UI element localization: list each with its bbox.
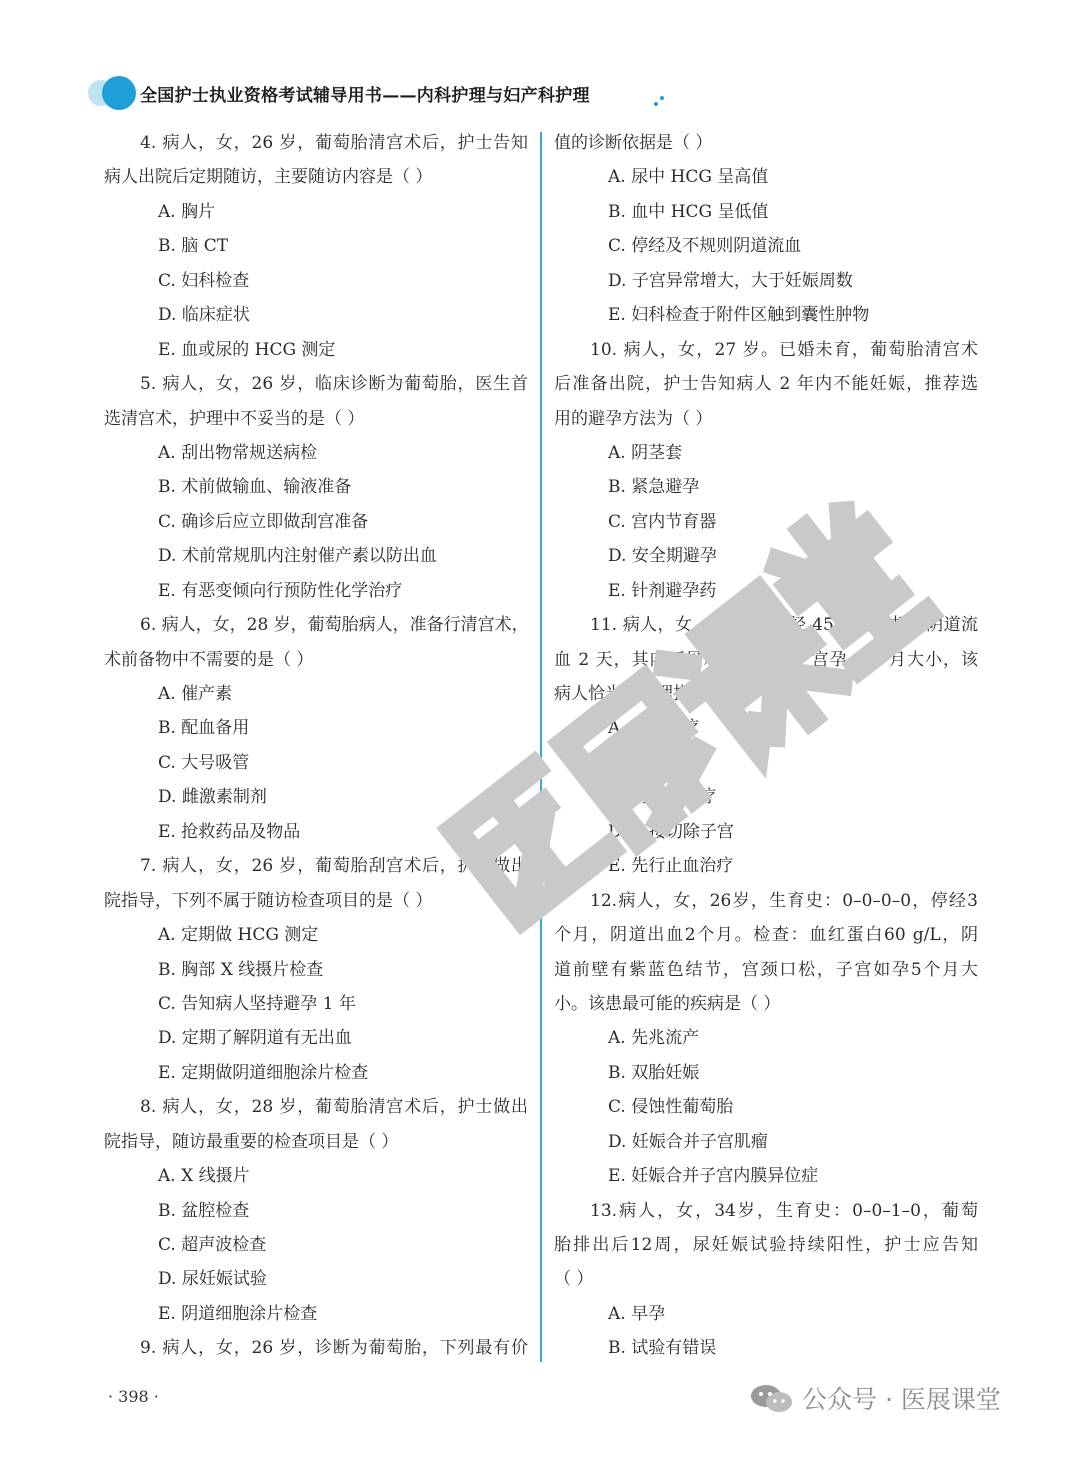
question-text-line: 10. 病人，女，27 岁。已婚未育，葡萄胎清宫术 [590,339,978,360]
header-decor-circle [102,76,136,110]
header-decor-dot [654,102,658,106]
answer-option: E. 有恶变倾向行预防性化学治疗 [158,580,403,601]
left-column [104,126,528,1366]
answer-option: B. 术前做输血、输液准备 [158,477,352,498]
answer-option: E. 针剂避孕药 [608,580,717,601]
answer-option: C. 妇科检查 [158,270,250,291]
answer-option: E. 先行止血治疗 [608,856,734,877]
answer-option: B. 血中 HCG 呈低值 [608,201,769,222]
header-title: 全国护士执业资格考试辅导用书——内科护理与妇产科护理 [140,86,590,106]
answer-option: A. 尿中 HCG 呈高值 [608,167,769,188]
answer-option: D. 子宫异常增大，大于妊娠周数 [608,270,853,291]
question-text-line: 个月，阴道出血2个月。检查：血红蛋白60 g/L，阴 [554,925,978,946]
question-text-line: 病人恰当的处理措施是（ ） [554,684,764,704]
question-text-line: 4. 病人，女，26 岁，葡萄胎清宫术后，护士告知 [140,133,528,153]
header-decor-dot [660,96,664,100]
question-text-line: 病人出院后定期随访，主要随访内容是（ ） [104,167,433,188]
answer-option: B. 切除附件 [608,752,700,773]
answer-option: D. 定期了解阴道有无出血 [158,1028,352,1049]
question-text-line: 7. 病人，女，26 岁，葡萄胎刮宫术后，护士做出 [140,856,528,877]
page-number: · 398 · [108,1387,159,1406]
question-text-line: 11. 病人，女，45 岁，停经 45 天，不规则阴道流 [590,615,978,636]
column-divider [540,132,542,1362]
question-text-line: 术前备物中不需要的是（ ） [104,649,314,670]
answer-option: C. 清宫后放疗 [608,787,717,808]
answer-option: D. 术前常规肌内注射催产素以防出血 [158,546,437,567]
answer-option: A. 定期做 HCG 测定 [158,925,319,946]
answer-option: A. 催产素 [158,684,233,704]
answer-option: A. 阴茎套 [608,442,683,463]
question-text-line: 用的避孕方法为（ ） [554,408,713,429]
answer-option: A. 早孕 [608,1303,666,1324]
question-text-line: 13.病人，女，34岁，生育史：0–0–1–0，葡萄 [590,1200,978,1221]
question-text-line: 值的诊断依据是（ ） [554,133,713,153]
question-text-line: （ ） [554,1269,594,1290]
question-text-line: 8. 病人，女，28 岁，葡萄胎清宫术后，护士做出 [140,1097,528,1118]
running-header [88,74,608,114]
answer-option: B. 紧急避孕 [608,477,700,498]
answer-option: B. 配血备用 [158,718,250,739]
answer-option: E. 妇科检查于附件区触到囊性肿物 [608,305,870,326]
question-text-line: 院指导，下列不属于随访检查项目的是（ ） [104,890,433,911]
answer-option: A. 胸片 [158,201,216,222]
question-text-line: 12.病人，女，26岁，生育史：0–0–0–0，停经3 [590,890,978,911]
answer-option: B. 试验有错误 [608,1338,717,1359]
answer-option: C. 大号吸管 [158,752,250,773]
answer-option: A. X 线摄片 [158,1166,250,1187]
answer-option: D. 妊娠合并子宫肌瘤 [608,1131,768,1152]
question-text-line: 小。该患最可能的疾病是（ ） [554,993,781,1014]
question-text-line: 5. 病人，女，26 岁，临床诊断为葡萄胎，医生首 [140,374,528,395]
answer-option: B. 双胎妊娠 [608,1062,700,1083]
answer-option: D. 临床症状 [158,305,250,326]
question-text-line: 选清宫术，护理中不妥当的是（ ） [104,408,365,429]
answer-option: D. 尿妊娠试验 [158,1269,267,1290]
answer-option: C. 确诊后应立即做刮宫准备 [158,511,369,532]
question-text-line: 院指导，随访最重要的检查项目是（ ） [104,1131,399,1152]
question-text-line: 9. 病人，女，26 岁，诊断为葡萄胎，下列最有价 [140,1338,528,1359]
answer-option: E. 血或尿的 HCG 测定 [158,339,336,360]
answer-option: B. 盆腔检查 [158,1200,250,1221]
answer-option: D. 直接切除子宫 [608,821,734,842]
wechat-icon [748,1382,796,1416]
answer-option: D. 安全期避孕 [608,546,717,567]
answer-option: E. 妊娠合并子宫内膜异位症 [608,1166,819,1187]
question-text-line: 血 2 天，其内可见水泡状物，子宫孕 4 个月大小，该 [554,649,978,670]
answer-option: C. 超声波检查 [158,1235,267,1255]
answer-option: A. 先兆流产 [608,1028,700,1049]
answer-option: C. 侵蚀性葡萄胎 [608,1097,734,1118]
answer-option: E. 阴道细胞涂片检查 [158,1303,318,1324]
right-column [554,126,978,1366]
answer-option: E. 抢救药品及物品 [158,821,301,842]
answer-option: B. 脑 CT [158,236,229,257]
question-text-line: 道前壁有紫蓝色结节，宫颈口松，子宫如孕5个月大 [554,959,978,980]
answer-option: A. 刮出物常规送病检 [158,442,318,463]
answer-option: C. 停经及不规则阴道流血 [608,236,802,257]
wechat-account-label: 公众号 · 医展课堂 [802,1385,1001,1414]
answer-option: D. 雌激素制剂 [158,787,267,808]
question-text-line: 胎排出后12周，尿妊娠试验持续阳性，护士应告知 [554,1235,978,1255]
answer-option: E. 定期做阴道细胞涂片检查 [158,1062,369,1083]
answer-option: C. 宫内节育器 [608,511,717,532]
question-text-line: 6. 病人，女，28 岁，葡萄胎病人，准备行清宫术， [140,615,529,636]
answer-option: B. 胸部 X 线摄片检查 [158,959,324,980]
answer-option: A. 直接化疗 [608,718,700,739]
answer-option: C. 告知病人坚持避孕 1 年 [158,993,356,1014]
question-text-line: 后准备出院，护士告知病人 2 年内不能妊娠，推荐选 [554,374,978,395]
